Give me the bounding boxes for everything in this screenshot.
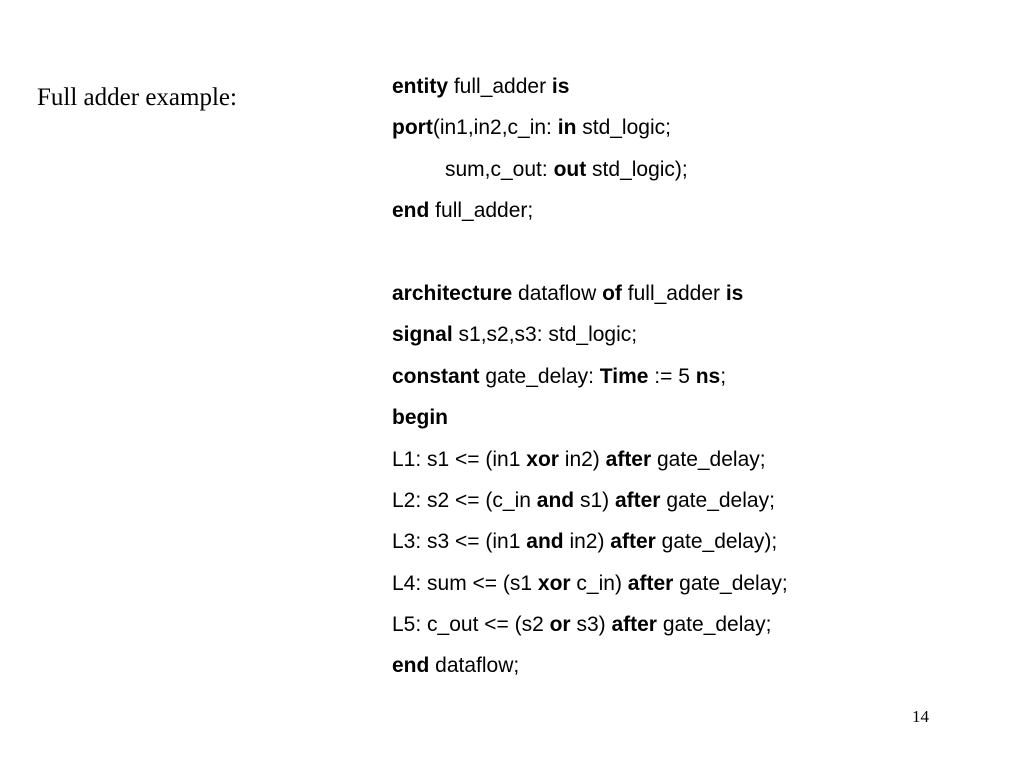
code-text: dataflow; [429,654,520,678]
code-text: L1: s1 <= (in1 [392,447,527,471]
code-text: dataflow [512,281,603,305]
code-keyword: end [392,654,430,678]
code-keyword: xor [537,571,571,595]
code-text: (in1,in2,c_in: [432,116,558,140]
code-keyword: ns [695,364,721,388]
code-line [392,645,788,686]
code-text: gate_delay: [479,364,600,388]
code-text: sum,c_out: [445,157,554,181]
code-line [392,439,788,480]
code-text: in2) [563,530,611,554]
code-text: s1) [574,488,615,512]
code-text: gate_delay; [656,613,772,637]
code-line [392,190,788,231]
code-line [392,604,788,645]
code-keyword: after [605,447,652,471]
code-text: std_logic; [576,116,671,140]
code-keyword: of [602,281,622,305]
code-keyword: or [549,613,571,637]
code-text: full_adder; [429,199,534,223]
code-line [392,314,788,355]
code-text: gate_delay); [655,530,778,554]
code-keyword: after [614,488,661,512]
code-keyword: after [610,530,656,554]
code-line [392,397,788,438]
code-keyword: signal [392,323,453,347]
code-line [392,107,788,148]
code-keyword: entity [392,75,449,98]
slide-title: Full adder example: [37,84,237,111]
code-keyword: architecture [392,281,513,305]
page-number: 14 [912,707,929,726]
code-line [392,480,788,521]
code-text: c_in) [570,571,628,595]
code-keyword: after [611,613,657,637]
code-keyword: in [557,116,577,140]
code-keyword: out [553,157,587,181]
code-keyword: after [627,571,674,595]
code-keyword: begin [392,406,448,430]
code-text: gate_delay; [673,571,788,595]
code-text: gate_delay; [660,488,775,512]
code-keyword: and [536,488,575,512]
code-keyword: is [725,281,744,305]
code-blank-line [392,232,788,273]
code-line [392,563,788,604]
code-text: L5: c_out <= (s2 [392,613,550,637]
code-keyword: is [551,75,570,98]
code-text: L3: s3 <= (in1 [392,530,527,554]
vhdl-code-block [392,66,788,687]
code-text: full_adder [448,75,552,98]
code-line [392,66,788,107]
code-line [392,356,788,397]
code-text: s1,s2,s3: std_logic; [452,323,638,347]
code-text: full_adder [621,281,726,305]
code-text: ; [720,364,727,388]
code-keyword: and [526,530,564,554]
code-keyword: constant [392,364,480,388]
code-text: gate_delay; [651,447,766,471]
code-text: s3) [570,613,612,637]
code-text: := 5 [648,364,696,388]
code-keyword: Time [599,364,649,388]
code-text: in2) [558,447,606,471]
code-keyword: end [392,199,430,223]
code-keyword: xor [526,447,559,471]
code-keyword: port [392,116,433,140]
code-text: std_logic); [586,157,688,181]
code-line [392,149,788,190]
code-text: L2: s2 <= (c_in [392,488,537,512]
code-line [392,273,788,314]
code-line [392,521,788,562]
code-text: L4: sum <= (s1 [392,571,538,595]
